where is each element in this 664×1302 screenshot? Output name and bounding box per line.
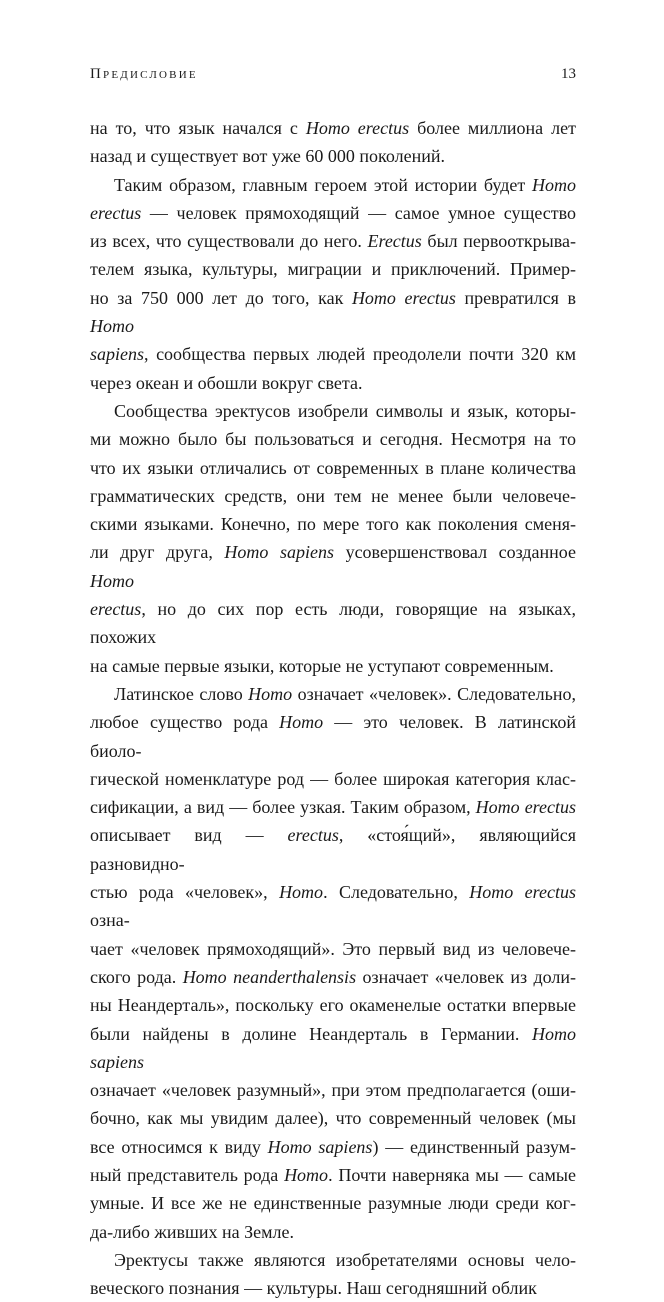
text-line — [90, 538, 576, 595]
text-run: , сообщества первых людей преодолели почти 320 км — [144, 344, 576, 365]
text-run: но за 750 000 лет до того, как — [90, 287, 352, 308]
paragraph — [90, 114, 576, 171]
text-run: на самые первые языки, которые не уступают современным. — [90, 655, 554, 676]
text-line — [90, 227, 576, 255]
text-run: , но до сих пор есть люди, говорящие на языках, похожих — [90, 599, 576, 648]
paragraph — [90, 171, 576, 397]
section-title: Предисловие — [90, 66, 198, 82]
italic-term: Homo — [279, 882, 324, 903]
text-run: Таким образом, главным героем этой истории будет — [114, 174, 532, 195]
text-run: . Почти наверняка мы — самые — [328, 1164, 576, 1185]
text-run: из всех, что существовали до него. — [90, 231, 368, 252]
text-run: ского рода. — [90, 966, 183, 987]
page-number: 13 — [561, 66, 576, 82]
italic-term: Homo sapiens — [90, 1023, 576, 1072]
text-run: описывает вид — — [90, 825, 288, 846]
text-run: телем языка, культуры, миграции и приключений. Пример- — [90, 259, 576, 280]
italic-term: Homo — [532, 174, 576, 195]
text-run: назад и существует вот уже 60 000 поколений. — [90, 146, 445, 167]
text-run: ) — единственный разум- — [372, 1136, 576, 1157]
text-run: сификации, а вид — более узкая. Таким образом, — [90, 797, 476, 818]
text-line — [90, 199, 576, 227]
text-run: превратился в — [455, 287, 577, 308]
text-run: . Следовательно, — [323, 882, 470, 903]
text-run: Эректусы также являются изобретателями основы чело- — [114, 1249, 576, 1270]
text-line — [90, 425, 576, 453]
text-run: умные. И все же не единственные разумные люди среди ког- — [90, 1193, 576, 1214]
text-run: все относимся к виду — [90, 1136, 268, 1157]
text-line — [90, 397, 576, 425]
text-line — [90, 963, 576, 991]
italic-term: Homo sapiens — [267, 1136, 373, 1157]
body-text — [90, 114, 576, 1302]
italic-term: Homo erectus — [351, 287, 456, 308]
text-line — [90, 114, 576, 142]
text-line — [90, 1161, 576, 1189]
text-line — [90, 255, 576, 283]
text-run: ны Неандерталь», поскольку его окаменелые остатки впервые — [90, 995, 576, 1016]
text-run: означает «человек разумный», при этом предполагается (оши- — [90, 1080, 576, 1101]
book-page — [90, 66, 576, 1302]
text-line — [90, 369, 576, 397]
text-run: озна- — [90, 910, 130, 931]
text-line — [90, 935, 576, 963]
text-line — [90, 482, 576, 510]
italic-term: Homo erectus — [305, 118, 410, 138]
text-run: любое существо рода — [90, 712, 280, 733]
text-run: Сообщества эректусов изобрели символы и язык, которы- — [114, 400, 576, 421]
text-run: означает «человек из доли- — [356, 966, 577, 987]
text-line — [90, 1218, 576, 1246]
text-line — [90, 1020, 576, 1077]
text-line — [90, 652, 576, 680]
italic-term: Homo — [248, 683, 293, 704]
text-run: что их языки отличались от современных в плане количества — [90, 457, 576, 478]
italic-term: erectus — [90, 599, 142, 620]
italic-term: Homo — [284, 1164, 329, 1185]
text-line — [90, 878, 576, 935]
italic-term: sapiens — [90, 344, 144, 365]
italic-term: Homo — [279, 712, 324, 733]
text-line — [90, 821, 576, 878]
paragraph — [90, 1246, 576, 1302]
text-run: ли друг друга, — [90, 542, 225, 563]
text-line — [90, 708, 576, 765]
text-run: более миллиона лет — [409, 118, 576, 138]
text-run: , «стоя́щий», являющийся разновидно- — [90, 825, 576, 874]
text-run: да-либо живших на Земле. — [90, 1221, 294, 1242]
text-run: гической номенклатуре род — более широкая категория клас- — [90, 768, 576, 789]
italic-term: erectus — [287, 825, 339, 846]
text-line — [90, 793, 576, 821]
italic-term: Homo neanderthalensis — [182, 966, 357, 987]
text-run: веческого познания — культуры. Наш сегодняшний облик — [90, 1278, 537, 1299]
paragraph — [90, 397, 576, 680]
text-run: на то, что язык начался с — [90, 118, 306, 138]
text-line — [90, 510, 576, 538]
text-run: — человек прямоходящий — самое умное существо — [141, 202, 576, 223]
text-run: скими языками. Конечно, по мере того как поколения сменя- — [90, 514, 576, 535]
text-line — [90, 454, 576, 482]
italic-term: erectus — [90, 202, 142, 223]
text-run: бочно, как мы увидим далее), что современный человек (мы — [90, 1108, 576, 1129]
text-line — [90, 595, 576, 652]
text-line — [90, 1076, 576, 1104]
text-run: через океан и обошли вокруг света. — [90, 372, 363, 393]
text-line — [90, 765, 576, 793]
italic-term: Homo erectus — [469, 882, 576, 903]
text-run: усовершенствовал созданное — [334, 542, 577, 563]
text-run: ный представитель рода — [90, 1164, 285, 1185]
text-line — [90, 1274, 576, 1302]
italic-term: Homo sapiens — [224, 542, 334, 563]
text-run: Латинское слово — [114, 683, 249, 704]
text-run: чает «человек прямоходящий». Это первый вид из человече- — [90, 938, 576, 959]
text-run: стью рода «человек», — [90, 882, 280, 903]
text-line — [90, 1246, 576, 1274]
running-head — [90, 66, 576, 90]
text-line — [90, 680, 576, 708]
text-run: были найдены в долине Неандерталь в Германии. — [90, 1023, 532, 1044]
text-line — [90, 1104, 576, 1132]
italic-term: Homo — [90, 570, 134, 591]
text-line — [90, 991, 576, 1019]
italic-term: Erectus — [367, 231, 422, 252]
text-line — [90, 171, 576, 199]
text-run: означает «человек». Следовательно, — [292, 683, 576, 704]
text-run: — это человек. В латинской биоло- — [90, 712, 576, 761]
paragraph — [90, 680, 576, 1246]
text-line — [90, 340, 576, 368]
text-run: был первооткрыва- — [421, 231, 576, 252]
italic-term: Homo — [90, 316, 134, 337]
text-run: грамматических средств, они тем не менее были человече- — [90, 485, 576, 506]
text-line — [90, 1189, 576, 1217]
text-line — [90, 1133, 576, 1161]
text-run: ми можно было бы пользоваться и сегодня. Несмотря на то — [90, 429, 576, 450]
text-line — [90, 142, 576, 170]
italic-term: Homo erectus — [475, 797, 577, 818]
text-line — [90, 284, 576, 341]
